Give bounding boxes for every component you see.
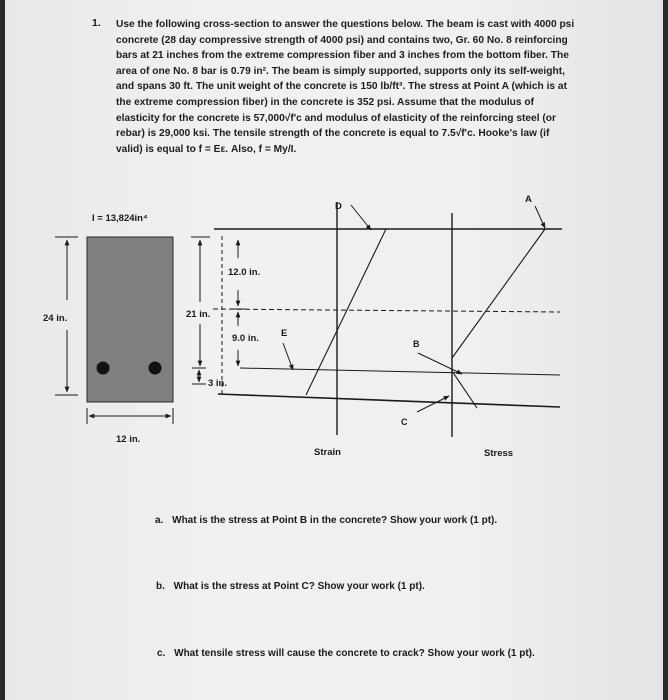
point-c-arrow xyxy=(417,396,449,412)
height-label: 24 in. xyxy=(43,313,68,324)
problem-line: concrete (28 day compressive strength of 4000 psi) and contains two, Gr. 60 No. 8 reinforcing xyxy=(116,34,568,46)
cross-section-diagram xyxy=(5,0,663,700)
question-a xyxy=(155,515,497,526)
point-e-arrow xyxy=(283,343,293,370)
question-c-text: What tensile stress will cause the concrete to crack? Show your work (1 pt). xyxy=(174,648,535,659)
point-a-label: A xyxy=(525,194,532,205)
problem-line: and spans 30 ft. The unit weight of the concrete is 150 lb/ft³. The stress at Point A (which is at xyxy=(116,81,567,93)
top-dim-label: 12.0 in. xyxy=(228,267,261,278)
rebar-right xyxy=(149,362,162,375)
bottom-dimension xyxy=(192,368,206,384)
rebar-left xyxy=(97,362,110,375)
point-d-arrow xyxy=(351,205,371,230)
question-b-letter: b. xyxy=(156,581,165,592)
problem-sheet xyxy=(5,0,663,700)
problem-line: area of one No. 8 bar is 0.79 in². The beam is simply supported, supports only its self-weight, xyxy=(116,65,565,77)
problem-line: Use the following cross-section to answer the questions below. The beam is cast with 4000 psi xyxy=(116,19,575,30)
problem-line: rebar) is 29,000 ksi. The tensile strength of the concrete is equal to 7.5√f'c. Hooke's law (if xyxy=(116,128,550,140)
point-d-label: D xyxy=(335,201,342,212)
question-b xyxy=(156,581,425,592)
strain-label: Strain xyxy=(314,447,341,458)
question-number: 1. xyxy=(92,17,101,29)
stress-label: Stress xyxy=(484,448,514,459)
width-dimension xyxy=(87,408,173,424)
point-e-label: E xyxy=(281,328,288,339)
point-b-arrow xyxy=(418,353,462,374)
depth-label: 21 in. xyxy=(186,309,211,320)
bottom-dim-label: 3 in. xyxy=(208,378,228,389)
problem-line: bars at 21 inches from the extreme compression fiber and 3 inches from the bottom fiber. The xyxy=(116,50,569,62)
point-a-arrow xyxy=(535,206,545,228)
beam-section xyxy=(87,237,173,402)
point-c-label: C xyxy=(401,417,408,427)
inertia-label: I = 13,824in⁴ xyxy=(92,213,148,224)
point-b-label: B xyxy=(413,339,420,349)
question-b-text: What is the stress at Point C? Show your work (1 pt). xyxy=(173,581,425,592)
problem-line: valid) is equal to f = Eε. Also, f = My/I. xyxy=(116,143,297,155)
problem-line: the extreme compression fiber) in the concrete is 352 psi. Assume that the modulus of xyxy=(116,96,534,108)
depth-dimension xyxy=(191,237,210,366)
question-a-letter: a. xyxy=(155,515,164,526)
mid-dim-label: 9.0 in. xyxy=(232,333,259,344)
width-label: 12 in. xyxy=(116,434,141,445)
question-a-text: What is the stress at Point B in the concrete? Show your work (1 pt). xyxy=(172,515,498,526)
problem-line: elasticity for the concrete is 57,000√f'c and modulus of elasticity of the reinforcing steel (or xyxy=(116,112,556,124)
question-c xyxy=(157,648,535,659)
distribution-diagram xyxy=(213,202,562,437)
question-c-letter: c. xyxy=(157,648,166,659)
